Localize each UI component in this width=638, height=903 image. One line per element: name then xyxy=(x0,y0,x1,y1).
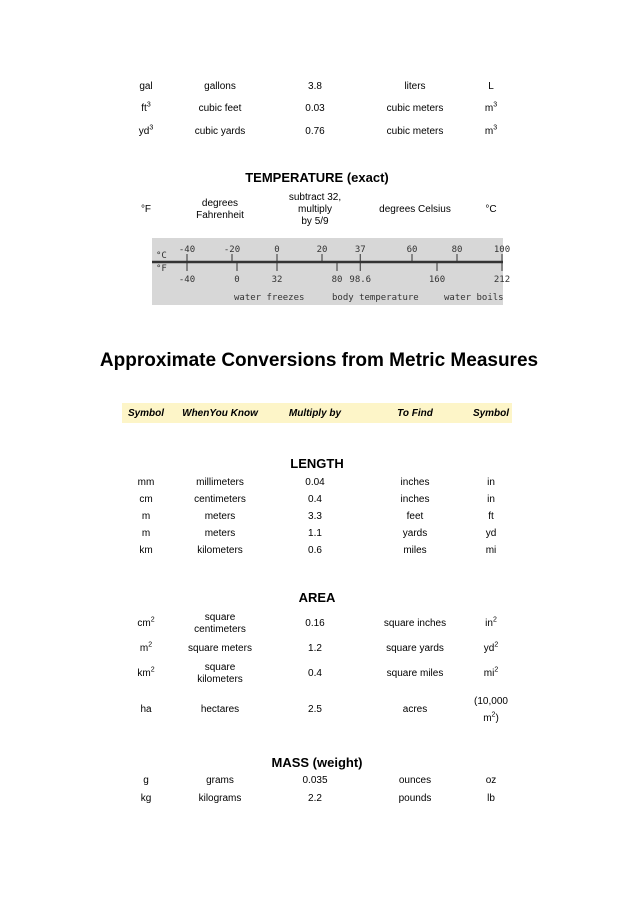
row-multiply: 0.76 xyxy=(305,125,325,137)
table-row xyxy=(122,491,512,508)
header-find-symbol: Symbol xyxy=(472,407,510,419)
caption-body-temperature: body temperature xyxy=(332,293,419,303)
fahrenheit-tick-label: 212 xyxy=(493,275,511,285)
row-symbol: $ft^3$ xyxy=(141,101,151,114)
row-find-symbol: lb xyxy=(487,793,495,804)
row-find-symbol: $mi^2$ xyxy=(483,666,499,679)
celsius-tick-label: -40 xyxy=(178,245,196,255)
superscript: 3 xyxy=(493,101,498,109)
row-find: degrees Celsius xyxy=(379,204,451,215)
row-find-symbol: $m^3$ xyxy=(484,124,498,137)
area-table xyxy=(122,610,512,732)
row-find-symbol: ft xyxy=(488,510,494,522)
row-find-symbol: in xyxy=(487,493,495,505)
row-know: cubic yards xyxy=(194,125,246,137)
table-row xyxy=(122,77,512,97)
header-symbol: Symbol xyxy=(127,407,165,419)
row-multiply: 2.2 xyxy=(308,793,322,804)
row-know: kilograms xyxy=(198,793,242,804)
header-multiply: Multiply by xyxy=(288,407,342,419)
celsius-tick-label: 20 xyxy=(316,245,328,255)
row-symbol: m xyxy=(141,510,151,522)
row-symbol: $yd^3$ xyxy=(138,124,154,137)
table-row xyxy=(122,610,512,638)
row-symbol: km xyxy=(139,544,153,556)
row-find: inches xyxy=(400,476,430,488)
table-row xyxy=(122,525,512,542)
superscript: 3 xyxy=(146,101,151,109)
fahrenheit-tick-label: 0 xyxy=(234,275,240,285)
length-title: LENGTH xyxy=(290,456,344,471)
row-find-symbol: $in^2$ xyxy=(485,616,497,629)
table-row xyxy=(122,638,512,660)
row-find: miles xyxy=(403,544,427,556)
row-symbol: °F xyxy=(140,204,152,215)
table-row xyxy=(122,542,512,559)
row-find-symbol: L xyxy=(488,81,494,92)
row-know: gallons xyxy=(204,81,236,92)
caption-water-boils: water boils xyxy=(444,293,504,303)
row-find-symbol: °C xyxy=(485,204,497,215)
row-know: square centimeters xyxy=(194,612,246,635)
length-table xyxy=(122,474,512,559)
row-find: liters xyxy=(404,81,426,92)
row-find: inches xyxy=(400,493,430,505)
row-find: square inches xyxy=(383,618,447,629)
superscript: 3 xyxy=(149,124,154,132)
mass-table xyxy=(122,772,512,808)
row-know: square meters xyxy=(188,643,252,654)
celsius-tick-label: 100 xyxy=(493,245,511,255)
row-multiply: 0.4 xyxy=(308,668,322,679)
celsius-tick-label: 0 xyxy=(274,245,280,255)
table-row xyxy=(122,192,512,228)
row-find: square yards xyxy=(386,643,444,654)
fahrenheit-tick-label: 80 xyxy=(331,275,343,285)
row-symbol: gal xyxy=(139,81,153,92)
table-row xyxy=(122,508,512,525)
row-know: centimeters xyxy=(194,493,246,505)
row-symbol: mm xyxy=(137,476,155,488)
row-multiply: 2.5 xyxy=(308,704,322,715)
row-find: cubic meters xyxy=(386,125,444,137)
row-multiply: 0.4 xyxy=(308,493,322,505)
row-symbol: g xyxy=(143,775,149,786)
row-find-symbol: $yd^2$ xyxy=(483,641,499,654)
table-row xyxy=(122,474,512,491)
fahrenheit-tick-label: -40 xyxy=(178,275,196,285)
row-symbol: $cm^2$ xyxy=(137,616,155,629)
table-row xyxy=(122,688,512,732)
row-multiply: 3.8 xyxy=(308,81,322,92)
row-find-symbol: in xyxy=(487,476,495,488)
row-know: cubic feet xyxy=(198,102,242,114)
row-multiply: 0.03 xyxy=(305,102,325,114)
row-find: pounds xyxy=(398,793,432,804)
row-symbol: kg xyxy=(140,793,152,804)
table-row xyxy=(122,97,512,120)
row-symbol: cm xyxy=(139,493,153,505)
header-know: WhenYou Know xyxy=(182,407,258,419)
row-know: kilometers xyxy=(197,544,243,556)
row-find-symbol: (10,000 $m^2$) xyxy=(474,696,508,724)
row-find: feet xyxy=(406,510,424,522)
fahrenheit-axis-label: °F xyxy=(156,264,167,274)
column-header-bar xyxy=(122,403,512,423)
row-find: ounces xyxy=(398,775,432,786)
row-know: hectares xyxy=(200,704,240,715)
row-find: acres xyxy=(402,704,428,715)
row-multiply: 0.6 xyxy=(308,544,322,556)
caption-water-freezes: water freezes xyxy=(234,293,305,303)
row-symbol: $km^2$ xyxy=(137,666,155,679)
main-title: Approximate Conversions from Metric Measures xyxy=(99,350,539,371)
header-find: To Find xyxy=(397,407,433,419)
row-multiply: 0.16 xyxy=(305,618,325,629)
row-symbol: ha xyxy=(140,704,152,715)
row-know: millimeters xyxy=(196,476,244,488)
celsius-axis-label: °C xyxy=(156,251,167,261)
row-know: meters xyxy=(204,527,236,539)
row-know: meters xyxy=(204,510,236,522)
thermometer-scale xyxy=(152,238,511,305)
temperature-title: TEMPERATURE (exact) xyxy=(245,170,389,185)
table-row xyxy=(122,790,512,808)
row-find: yards xyxy=(402,527,428,539)
fahrenheit-tick-label: 98.6 xyxy=(349,275,372,285)
row-multiply: 1.1 xyxy=(308,527,322,539)
row-symbol: $m^2$ xyxy=(139,641,153,654)
row-find-symbol: mi xyxy=(485,544,497,556)
row-find: square miles xyxy=(386,668,444,679)
celsius-tick-label: 60 xyxy=(406,245,418,255)
row-know: grams xyxy=(206,775,234,786)
superscript: 3 xyxy=(493,124,498,132)
row-multiply: 3.3 xyxy=(308,510,322,522)
row-multiply: subtract 32, multiply by 5/9 xyxy=(288,192,342,227)
row-multiply: 1.2 xyxy=(308,643,322,654)
table-row xyxy=(122,660,512,688)
table-row xyxy=(122,772,512,790)
fahrenheit-tick-label: 160 xyxy=(428,275,446,285)
row-find: cubic meters xyxy=(386,102,444,114)
celsius-tick-label: -20 xyxy=(223,245,241,255)
row-multiply: 0.04 xyxy=(305,476,325,488)
volume-table xyxy=(122,77,512,143)
row-symbol: m xyxy=(141,527,151,539)
row-find-symbol: $m^3$ xyxy=(484,101,498,114)
row-multiply: 0.035 xyxy=(302,775,328,786)
celsius-tick-label: 80 xyxy=(451,245,463,255)
fahrenheit-tick-label: 32 xyxy=(271,275,283,285)
area-title: AREA xyxy=(298,590,336,605)
row-find-symbol: oz xyxy=(485,775,497,786)
mass-title: MASS (weight) xyxy=(271,755,363,770)
row-know: degrees Fahrenheit xyxy=(196,198,244,221)
temperature-table xyxy=(122,192,512,228)
row-find-symbol: yd xyxy=(485,527,497,539)
table-row xyxy=(122,120,512,143)
row-know: square kilometers xyxy=(197,662,243,685)
celsius-tick-label: 37 xyxy=(354,245,366,255)
